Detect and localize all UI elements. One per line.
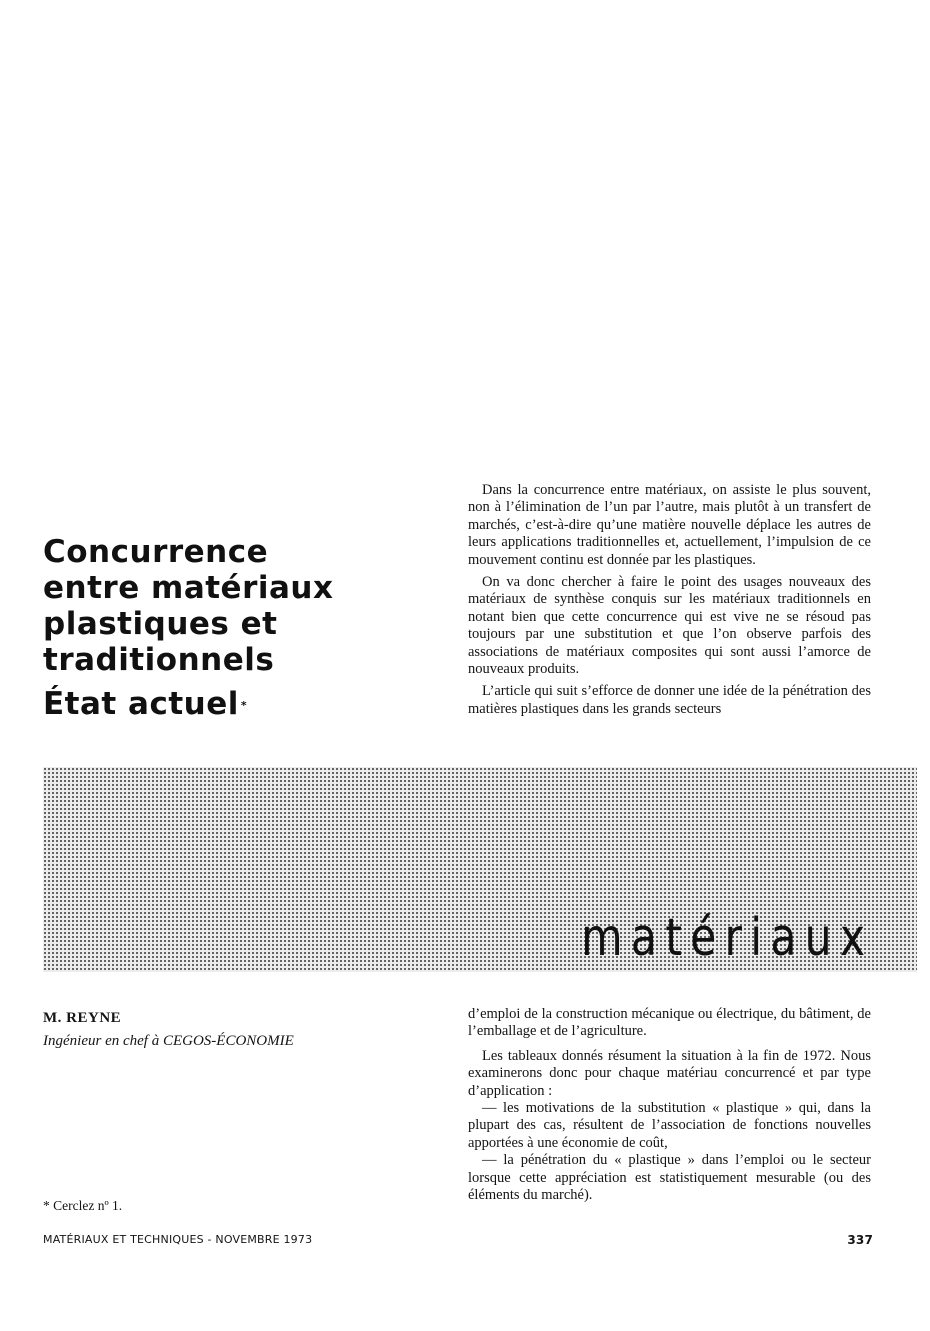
page-footer bbox=[43, 1233, 873, 1246]
title-line-1: Concurrence bbox=[43, 534, 269, 570]
body-list-item-1: — les motivations de la substitution « plastique » qui, dans la plupart des cas, résultent de l’association de fonctions nouvelles apportées à une économie de coût, bbox=[468, 1100, 871, 1151]
body-paragraph: Les tableaux donnés résument la situation à la fin de 1972. Nous examinerons donc pour chaque matériau concurrencé et par type d’application : bbox=[468, 1047, 871, 1099]
footnote: * Cerclez nº 1. bbox=[43, 1198, 123, 1213]
intro-paragraph-2: On va donc chercher à faire le point des usages nouveaux des matériaux de synthèse conquis sur les matériaux traditionnels en notant bien que cette concurrence qui est vive ne se résoud pas toujours par une substitution et que l’on observe parfois des associations de matériaux composites qui sont aussi l’amorce de nouveaux produits. bbox=[468, 574, 871, 678]
section-banner bbox=[43, 767, 917, 972]
intro-paragraph-3: L’article qui suit s’efforce de donner une idée de la pénétration des matières plastiques dans les grands secteurs bbox=[468, 683, 871, 717]
subtitle-text: État actuel bbox=[43, 686, 239, 722]
page-number: 337 bbox=[847, 1233, 873, 1247]
article-title bbox=[43, 534, 403, 722]
title-line-2: entre matériaux bbox=[43, 570, 334, 606]
journal-issue: MATÉRIAUX ET TECHNIQUES - NOVEMBRE 1973 bbox=[43, 1233, 313, 1246]
intro-column bbox=[468, 482, 871, 718]
author-name: M. REYNE bbox=[43, 1010, 122, 1026]
section-word: matériaux bbox=[580, 908, 873, 968]
body-continuation: d’emploi de la construction mécanique ou électrique, du bâtiment, de l’emballage et de l’agriculture. bbox=[468, 1006, 871, 1040]
title-line-3: plastiques et bbox=[43, 606, 278, 642]
footnote-marker: * bbox=[240, 699, 248, 712]
body-column bbox=[468, 1006, 871, 1204]
author-role: Ingénieur en chef à CEGOS-ÉCONOMIE bbox=[43, 1033, 294, 1049]
article-subtitle bbox=[43, 686, 403, 722]
intro-paragraph-1: Dans la concurrence entre matériaux, on assiste le plus souvent, non à l’élimination de l’un par l’autre, mais plutôt à un transfert de marchés, c’est-à-dire qu’une matière nouvelle déplace les autres de leurs applications traditionnelles et, actuellement, l’impulsion de ce mouvement continu est donnée par les plastiques. bbox=[468, 482, 871, 568]
title-line-4: traditionnels bbox=[43, 642, 275, 678]
author-block bbox=[43, 1008, 294, 1051]
body-list-item-2: — la pénétration du « plastique » dans l’emploi ou le secteur lorsque cette appréciation est statistiquement mesurable (ou des éléments du marché). bbox=[468, 1152, 871, 1204]
